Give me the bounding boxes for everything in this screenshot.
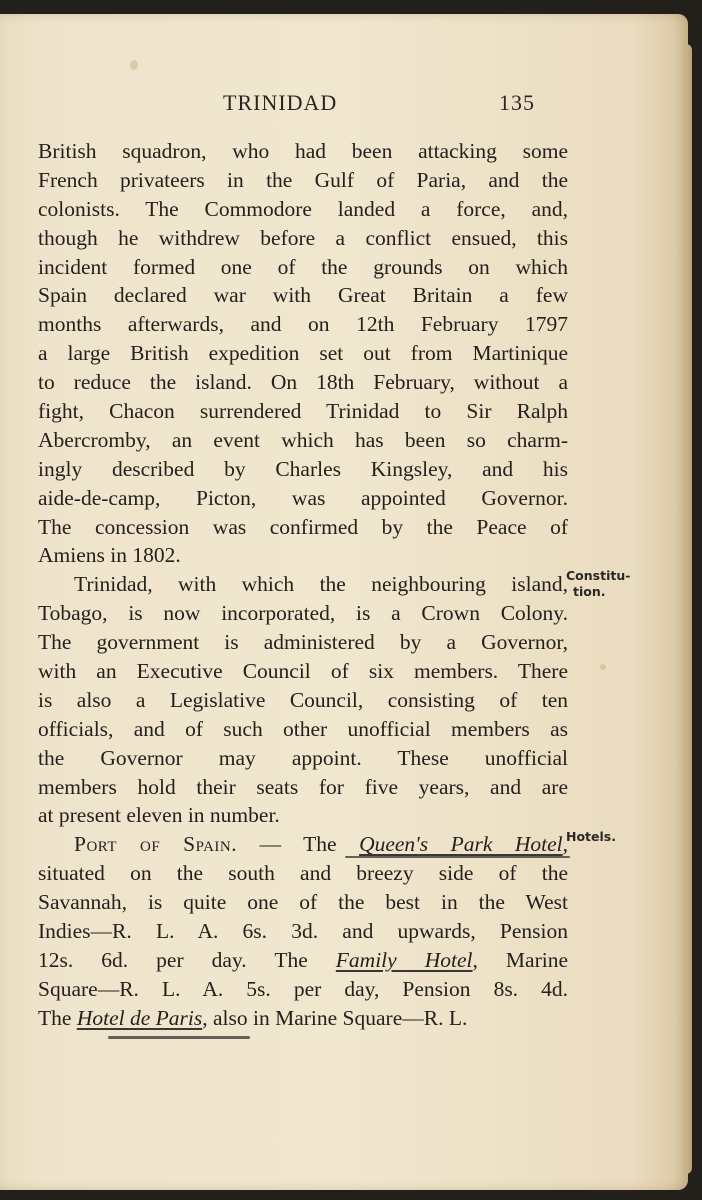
text-line: is also a Legislative Council, consisting of ten [38,687,568,712]
book-page [0,14,688,1190]
text-line: Tobago, is now incorporated, is a Crown Colony. [38,601,568,626]
text-fragment: — The [237,832,360,857]
text-line: at present eleven in number. [38,803,280,828]
text-fragment: 12s. 6d. per day. The [38,947,336,972]
text-fragment: , also in Marine Square—R. L. [202,1005,468,1030]
text-line: Trinidad, with which the neighbouring island, [74,572,568,597]
text-fragment: , Marine [472,947,568,972]
text-fragment: , [562,832,568,857]
running-title: TRINIDAD [223,90,338,115]
foxing-spot [130,60,138,70]
text-line: colonists. The Commodore landed a force, and, [38,196,568,221]
text-line: incident formed one of the grounds on which [38,254,568,279]
foxing-spot [600,664,606,670]
text-line: Indies—R. L. A. 6s. 3d. and upwards, Pension [38,919,568,944]
hotel-name-de-paris: Hotel de Paris [76,1005,203,1030]
text-line: British squadron, who had been attacking some [38,139,568,163]
text-line: The government is administered by a Governor, [38,630,568,655]
text-line: Amiens in 1802. [38,543,181,568]
text-line: members hold their seats for five years, and are [38,774,568,799]
text-line: Square—R. L. A. 5s. per day, Pension 8s. 4d. [38,976,568,1001]
text-line: Spain declared war with Great Britain a few [38,283,568,308]
text-line-port-of-spain [38,830,568,859]
margin-note-line: Constitu- [566,568,631,583]
pen-underline-mark [108,1036,250,1039]
text-fragment: The [38,1005,77,1030]
hotel-name-queens-park: Queen's Park Hotel [359,832,563,857]
text-line: officials, and of such other unofficial members as [38,716,568,741]
text-line: with an Executive Council of six members. There [38,659,568,684]
place-name: Port of Spain. [74,832,238,857]
margin-note-line: tion. [573,584,606,599]
body-text [38,137,568,1033]
text-line: though he withdrew before a conflict ensued, this [38,225,568,250]
text-line: Abercromby, an event which has been so charm- [38,427,568,452]
text-line: fight, Chacon surrendered Trinidad to Sir Ralph [38,399,568,424]
margin-note-hotels: Hotels. [566,829,616,844]
text-line: ingly described by Charles Kingsley, and his [38,456,568,481]
running-head [0,90,688,120]
text-line: situated on the south and breezy side of the [38,861,568,886]
text-line: Savannah, is quite one of the best in the West [38,890,568,915]
text-line-family-hotel [38,946,568,975]
margin-note-constitution [566,568,630,600]
pen-underline-mark [345,856,570,858]
text-line: The concession was confirmed by the Peace of [38,514,568,539]
hotel-name-family: Family Hotel [335,947,473,972]
text-line: months afterwards, and on 12th February 1797 [38,312,568,337]
text-line-hotel-de-paris [38,1004,568,1033]
text-line: to reduce the island. On 18th February, without a [38,370,568,395]
text-line: aide-de-camp, Picton, was appointed Governor. [38,485,568,510]
text-line: a large British expedition set out from Martinique [38,341,568,366]
page-number: 135 [499,90,535,115]
text-line: French privateers in the Gulf of Paria, and the [38,167,568,192]
page-edge [686,44,692,1174]
text-line: the Governor may appoint. These unofficial [38,745,568,770]
